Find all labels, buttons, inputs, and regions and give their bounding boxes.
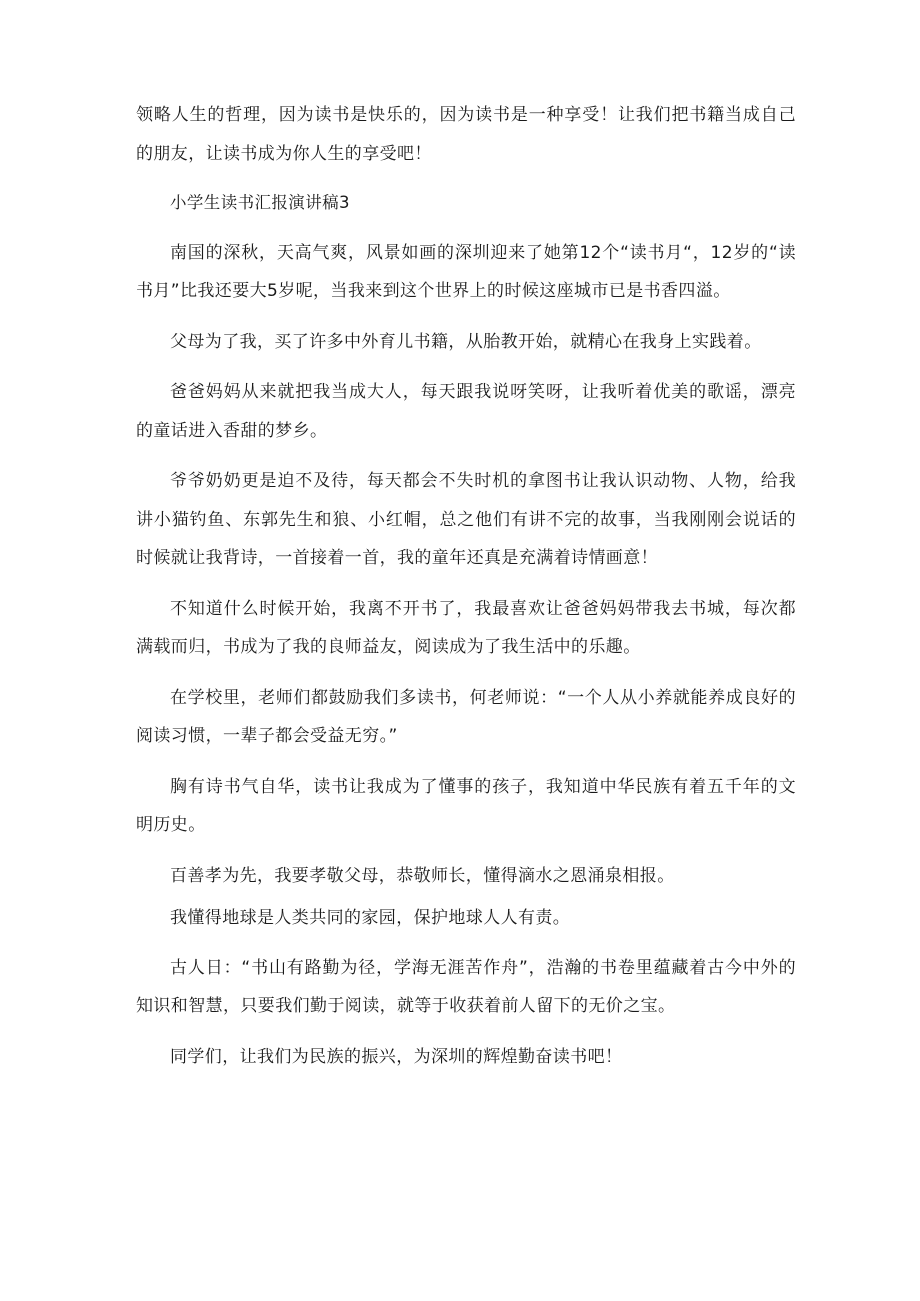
document-body (136, 96, 796, 1076)
section-heading: 小学生读书汇报演讲稿3 (170, 193, 350, 212)
paragraph: 爷爷奶奶更是迫不及待，每天都会不失时机的拿图书让我认识动物、人物，给我讲小猫钓鱼、东郭先生和狼、小红帽，总之他们有讲不完的故事，当我刚刚会说话的时候就让我背诗，一首接着一首，我的童年还真是充满着诗情画意！ (136, 471, 796, 568)
paragraph: 父母为了我，买了许多中外育儿书籍，从胎教开始，就精心在我身上实践着。 (170, 331, 762, 352)
paragraph: 爸爸妈妈从来就把我当成大人，每天跟我说呀笑呀，让我听着优美的歌谣，漂亮的童话进入香甜的梦乡。 (136, 382, 796, 441)
paragraph: 古人日：“书山有路勤为径，学海无涯苦作舟”，浩瀚的书卷里蕴藏着古今中外的知识和智慧，只要我们勤于阅读，就等于收获着前人留下的无价之宝。 (136, 957, 796, 1016)
paragraph: 胸有诗书气自华，读书让我成为了懂事的孩子，我知道中华民族有着五千年的文明历史。 (136, 776, 796, 835)
paragraph: 同学们，让我们为民族的振兴，为深圳的辉煌勤奋读书吧！ (170, 1046, 623, 1067)
paragraph-continuation: 领略人生的哲理，因为读书是快乐的，因为读书是一种享受！让我们把书籍当成自己的朋友，让读书成为你人生的享受吧！ (136, 105, 796, 164)
paragraph: 百善孝为先，我要孝敬父母，恭敬师长，懂得滴水之恩涌泉相报。 (170, 865, 675, 886)
paragraph: 不知道什么时候开始，我离不开书了，我最喜欢让爸爸妈妈带我去书城，每次都满载而归，书成为了我的良师益友，阅读成为了我生活中的乐趣。 (136, 598, 796, 657)
paragraph: 南国的深秋，天高气爽，风景如画的深圳迎来了她第12个“读书月“，12岁的“读书月”比我还要大5岁呢，当我来到这个世界上的时候这座城市已是书香四溢。 (136, 242, 796, 301)
paragraph: 我懂得地球是人类共同的家园，保护地球人人有责。 (170, 908, 571, 928)
paragraph: 在学校里，老师们都鼓励我们多读书，何老师说：“一个人从小养就能养成良好的阅读习惯，一辈子都会受益无穷。” (136, 687, 796, 746)
